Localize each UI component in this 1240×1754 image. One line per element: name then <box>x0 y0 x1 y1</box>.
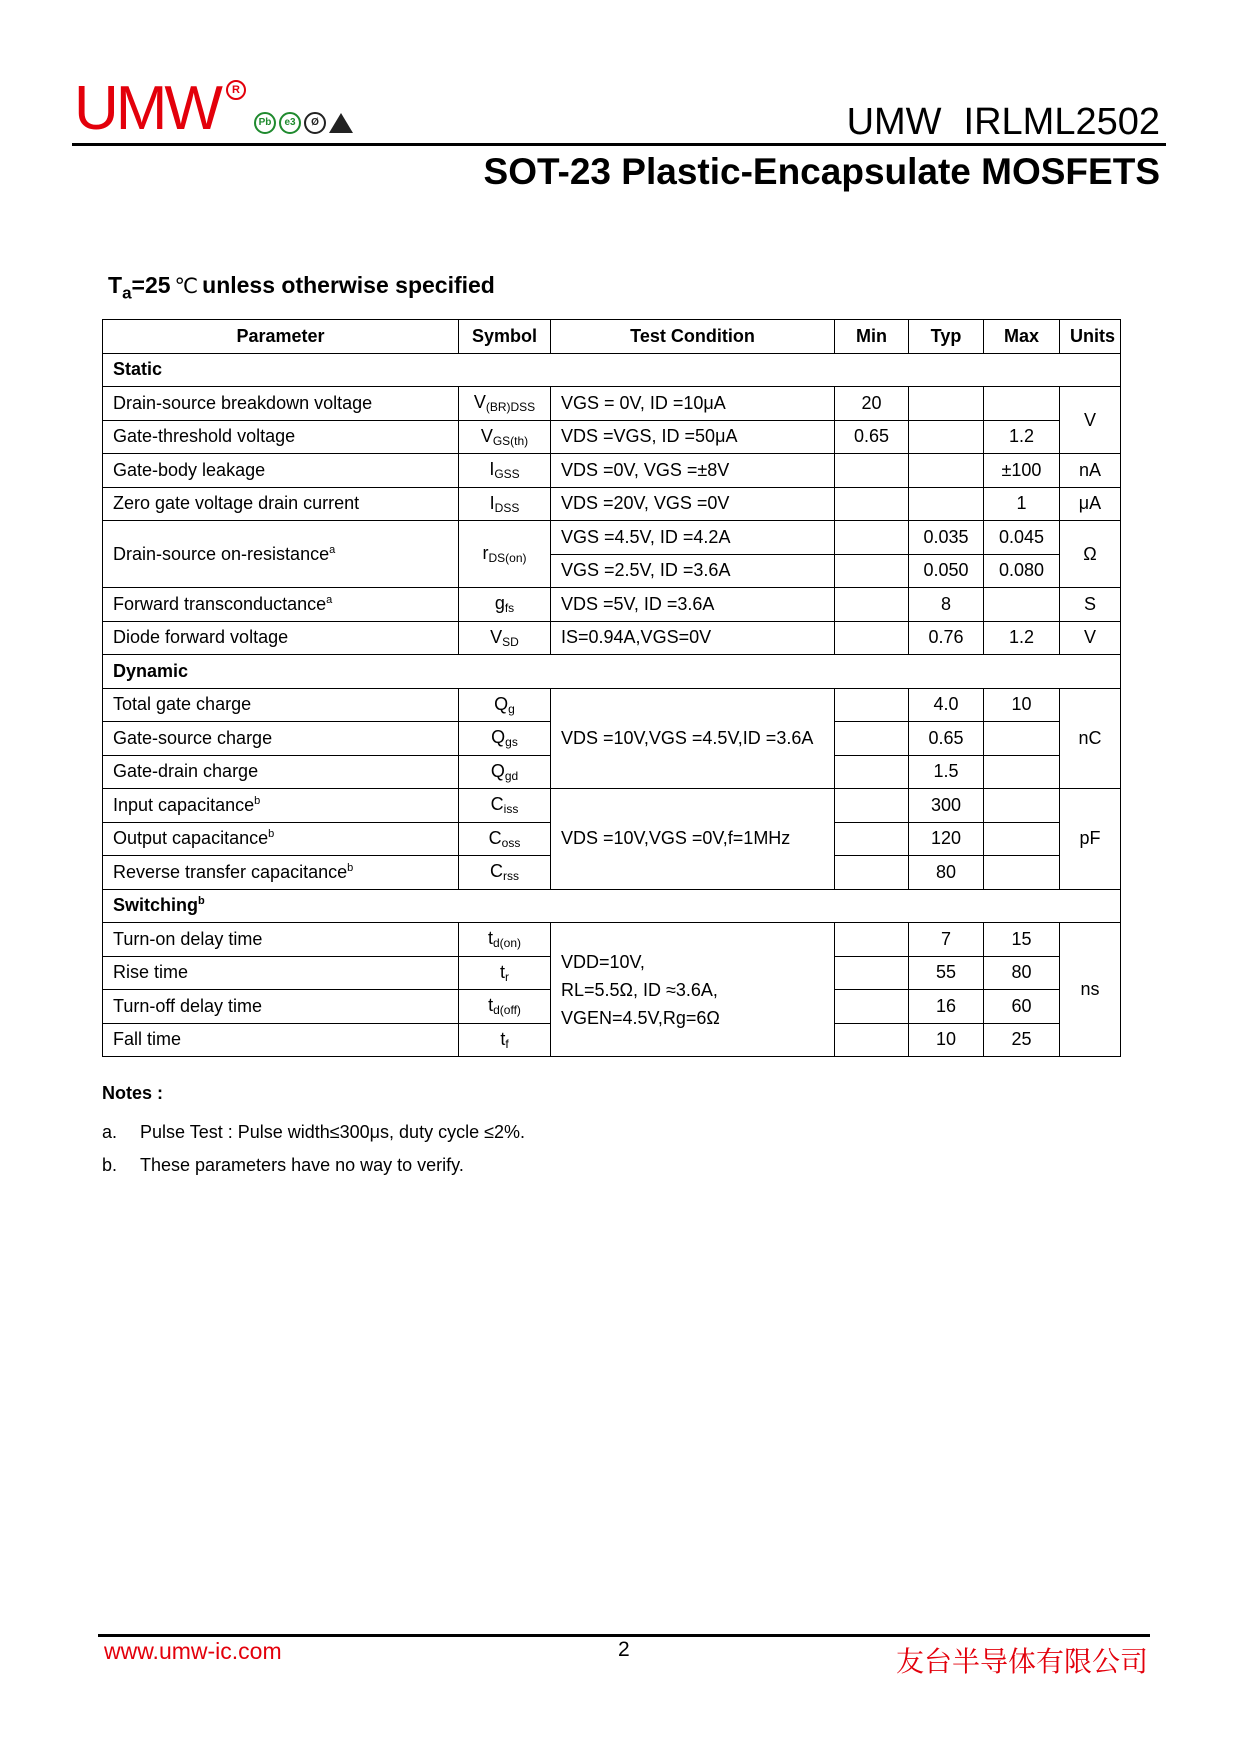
typ-cell: 0.76 <box>909 621 984 655</box>
typ-cell: 55 <box>909 956 984 990</box>
max-cell: 0.080 <box>984 554 1060 588</box>
section-label: Static <box>103 353 1121 387</box>
max-cell <box>984 588 1060 622</box>
document-subtitle: SOT-23 Plastic-Encapsulate MOSFETS <box>483 151 1160 192</box>
max-cell: 1 <box>984 487 1060 521</box>
condition-cell: VDD=10V, RL=5.5Ω, ID ≈3.6A, VGEN=4.5V,Rg=6Ω <box>551 923 835 1057</box>
param-cell: Gate-drain charge <box>103 755 459 789</box>
condition-cell: VDS =10V,VGS =0V,f=1MHz <box>551 789 835 890</box>
table-row <box>103 789 1121 823</box>
column-header: Min <box>835 320 909 354</box>
table-row <box>103 688 1121 722</box>
column-header: Symbol <box>459 320 551 354</box>
table-row <box>103 588 1121 622</box>
table-row <box>103 387 1121 421</box>
max-cell: 10 <box>984 688 1060 722</box>
symbol-cell: $I_{DSS}$ <box>459 487 551 521</box>
min-cell <box>835 554 909 588</box>
max-cell: 60 <box>984 990 1060 1024</box>
typ-cell <box>909 487 984 521</box>
page-number: 2 <box>618 1638 630 1661</box>
param-cell: Rise time <box>103 956 459 990</box>
param-cell: Gate-source charge <box>103 722 459 756</box>
column-header: Typ <box>909 320 984 354</box>
max-cell: 25 <box>984 1023 1060 1057</box>
symbol-cell: $t_f$ <box>459 1023 551 1057</box>
symbol-cell: $C_{iss}$ <box>459 789 551 823</box>
condition-cell: VGS =2.5V, ID =3.6A <box>551 554 835 588</box>
max-cell: ±100 <box>984 454 1060 488</box>
typ-cell: 4.0 <box>909 688 984 722</box>
min-cell <box>835 923 909 957</box>
param-cell: Total gate charge <box>103 688 459 722</box>
column-header: Max <box>984 320 1060 354</box>
note-label: a. <box>102 1122 118 1142</box>
note-item <box>102 1149 525 1182</box>
min-cell <box>835 454 909 488</box>
max-cell: 1.2 <box>984 420 1060 454</box>
notes-title: Notes : <box>102 1083 164 1103</box>
symbol-cell: $Q_{gd}$ <box>459 755 551 789</box>
symbol-cell: $t_r$ <box>459 956 551 990</box>
symbol-cell: $Q_g$ <box>459 688 551 722</box>
umw-logo: UMW <box>74 74 220 143</box>
part-title <box>847 100 1160 144</box>
table-row <box>103 621 1121 655</box>
param-cell: Gate-threshold voltage <box>103 420 459 454</box>
column-header: Parameter <box>103 320 459 354</box>
table-row <box>103 420 1121 454</box>
section-row-switching <box>103 889 1121 923</box>
e3-icon: e3 <box>279 112 301 134</box>
min-cell <box>835 789 909 823</box>
min-cell <box>835 621 909 655</box>
typ-cell: 0.050 <box>909 554 984 588</box>
unit-cell: V <box>1060 387 1121 454</box>
note-text: These parameters have no way to verify. <box>140 1155 464 1175</box>
unit-cell: ns <box>1060 923 1121 1057</box>
min-cell <box>835 688 909 722</box>
unit-cell: μA <box>1060 487 1121 521</box>
column-header: Units <box>1060 320 1121 354</box>
min-cell: 20 <box>835 387 909 421</box>
note-label: b. <box>102 1155 118 1175</box>
typ-cell: 1.5 <box>909 755 984 789</box>
unit-cell: Ω <box>1060 521 1121 588</box>
symbol-cell: $V_{GS(th)}$ <box>459 420 551 454</box>
param-cell: Drain-source breakdown voltage <box>103 387 459 421</box>
max-cell: 80 <box>984 956 1060 990</box>
max-cell <box>984 722 1060 756</box>
note-text: Pulse Test : Pulse width≤300μs, duty cycle ≤2%. <box>140 1122 525 1142</box>
min-cell <box>835 521 909 555</box>
max-cell <box>984 822 1060 856</box>
max-cell <box>984 387 1060 421</box>
param-cell: Zero gate voltage drain current <box>103 487 459 521</box>
symbol-cell: $g_{fs}$ <box>459 588 551 622</box>
unit-cell: V <box>1060 621 1121 655</box>
typ-cell: 80 <box>909 856 984 890</box>
max-cell: 0.045 <box>984 521 1060 555</box>
table-row <box>103 487 1121 521</box>
typ-cell: 120 <box>909 822 984 856</box>
min-cell <box>835 956 909 990</box>
param-cell: Drain-source on-resistance$^a$ <box>103 521 459 588</box>
typ-cell <box>909 420 984 454</box>
registered-mark: R <box>226 80 246 100</box>
max-cell: 15 <box>984 923 1060 957</box>
typ-cell: 7 <box>909 923 984 957</box>
typ-cell: 8 <box>909 588 984 622</box>
max-cell <box>984 755 1060 789</box>
condition-cell: VDS =10V,VGS =4.5V,ID =3.6A <box>551 688 835 789</box>
typ-cell: 300 <box>909 789 984 823</box>
table-row <box>103 454 1121 488</box>
footer-divider <box>98 1634 1150 1637</box>
symbol-cell: $C_{rss}$ <box>459 856 551 890</box>
min-cell <box>835 990 909 1024</box>
pb-free-icon: Pb <box>254 112 276 134</box>
param-cell: Diode forward voltage <box>103 621 459 655</box>
condition-cell: VDS =20V, VGS =0V <box>551 487 835 521</box>
symbol-cell: $Q_{gs}$ <box>459 722 551 756</box>
max-cell <box>984 789 1060 823</box>
typ-cell <box>909 454 984 488</box>
condition-cell: VDS =0V, VGS =±8V <box>551 454 835 488</box>
symbol-cell: $C_{oss}$ <box>459 822 551 856</box>
min-cell <box>835 722 909 756</box>
symbol-cell: $I_{GSS}$ <box>459 454 551 488</box>
notes-section <box>102 1082 525 1182</box>
symbol-cell: $r_{DS(on)}$ <box>459 521 551 588</box>
param-cell: Output capacitance$^b$ <box>103 822 459 856</box>
param-cell: Input capacitance$^b$ <box>103 789 459 823</box>
symbol-cell: $t_{d(off)}$ <box>459 990 551 1024</box>
section-row-dynamic <box>103 655 1121 689</box>
min-cell <box>835 487 909 521</box>
condition-cell: VGS = 0V, ID =10μA <box>551 387 835 421</box>
footer-website-link[interactable]: www.umw-ic.com <box>104 1638 282 1664</box>
condition-cell: IS=0.94A,VGS=0V <box>551 621 835 655</box>
condition-cell: VDS =5V, ID =3.6A <box>551 588 835 622</box>
header-divider <box>72 143 1166 146</box>
typ-cell: 0.035 <box>909 521 984 555</box>
param-cell: Gate-body leakage <box>103 454 459 488</box>
min-cell <box>835 856 909 890</box>
brand-name: UMW <box>846 101 942 143</box>
note-item <box>102 1116 525 1149</box>
part-number: IRLML2502 <box>963 101 1160 143</box>
symbol-cell: $V_{SD}$ <box>459 621 551 655</box>
min-cell <box>835 822 909 856</box>
min-cell <box>835 588 909 622</box>
param-cell: Turn-off delay time <box>103 990 459 1024</box>
param-cell: Reverse transfer capacitance$^b$ <box>103 856 459 890</box>
typ-cell: 10 <box>909 1023 984 1057</box>
esd-icon <box>329 113 353 133</box>
param-cell: Fall time <box>103 1023 459 1057</box>
condition-cell: VDS =VGS, ID =50μA <box>551 420 835 454</box>
table-header-row <box>103 320 1121 354</box>
min-cell <box>835 1023 909 1057</box>
company-name: 友台半导体有限公司 <box>895 1645 1148 1678</box>
section-label: Switching$^b$ <box>103 889 1121 923</box>
symbol-cell: $V_{(BR)DSS}$ <box>459 387 551 421</box>
table-row <box>103 521 1121 555</box>
max-cell <box>984 856 1060 890</box>
typ-cell: 0.65 <box>909 722 984 756</box>
typ-cell: 16 <box>909 990 984 1024</box>
max-cell: 1.2 <box>984 621 1060 655</box>
min-cell <box>835 755 909 789</box>
section-label: Dynamic <box>103 655 1121 689</box>
unit-cell: pF <box>1060 789 1121 890</box>
unit-cell: nA <box>1060 454 1121 488</box>
electrical-characteristics-table <box>102 319 1121 1057</box>
param-cell: Turn-on delay time <box>103 923 459 957</box>
condition-cell: VGS =4.5V, ID =4.2A <box>551 521 835 555</box>
min-cell: 0.65 <box>835 420 909 454</box>
unit-cell: nC <box>1060 688 1121 789</box>
certification-icons <box>254 112 353 134</box>
unit-cell: S <box>1060 588 1121 622</box>
param-cell: Forward transconductance$^a$ <box>103 588 459 622</box>
table-row <box>103 923 1121 957</box>
typ-cell <box>909 387 984 421</box>
section-row-static <box>103 353 1121 387</box>
column-header: Test Condition <box>551 320 835 354</box>
halogen-free-icon: Ø <box>304 112 326 134</box>
symbol-cell: $t_{d(on)}$ <box>459 923 551 957</box>
test-condition-heading: $T_a=25$ ℃ unless otherwise specified <box>108 272 495 303</box>
